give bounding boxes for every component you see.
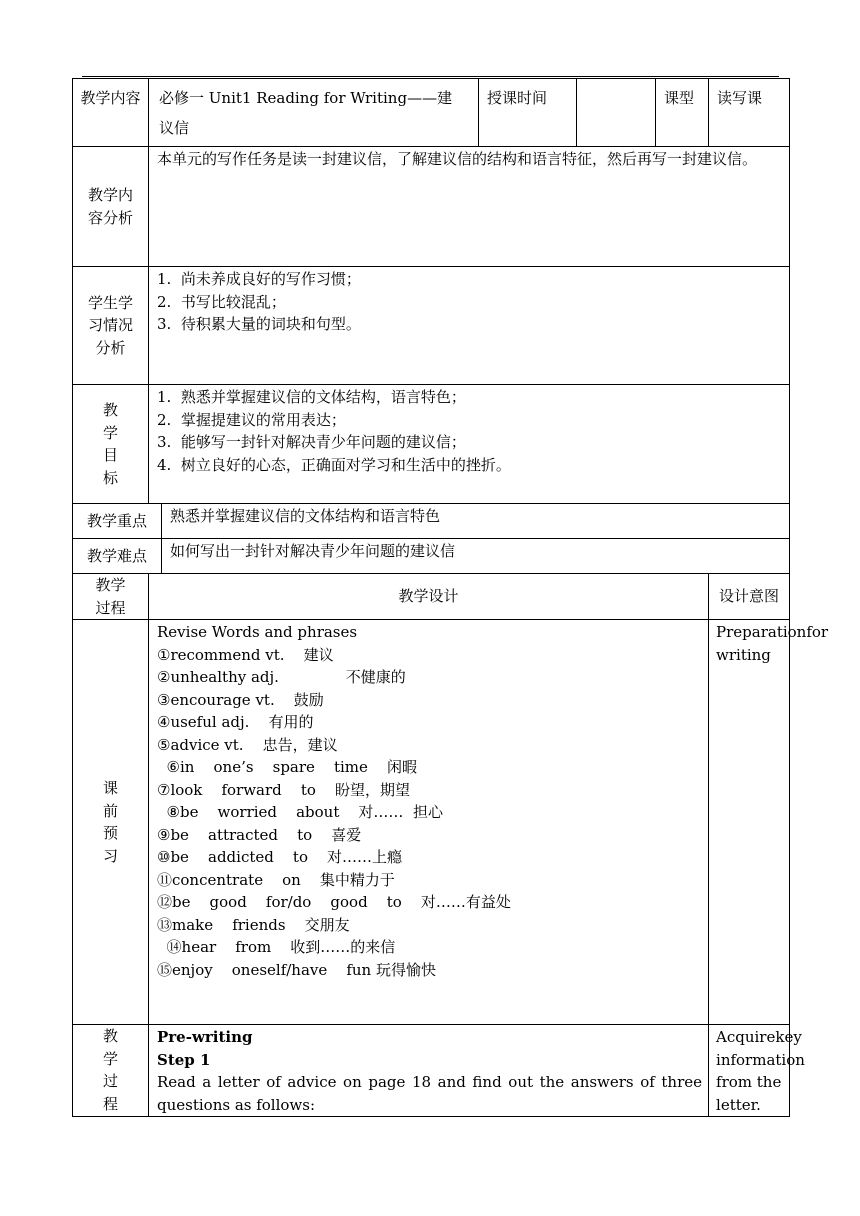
prewriting-label-char: 程 (102, 1094, 118, 1113)
preview-intent-cell (709, 620, 829, 1025)
student-analysis-label-line2: 习情况 (87, 316, 133, 335)
student-analysis-item: 2. 书写比较混乱； (157, 292, 286, 311)
difficulty-row (73, 539, 790, 574)
preview-item: ②unhealthy adj. 不健康的 (157, 668, 406, 686)
difficulty-text-cell (162, 539, 790, 574)
preview-item: ⑮enjoy oneself/have fun 玩得愉快 (157, 960, 436, 979)
objectives-label-cell (73, 385, 149, 504)
student-analysis-list-cell (149, 267, 790, 385)
prewriting-content-cell (149, 1025, 709, 1117)
objectives-label-char: 标 (102, 468, 118, 487)
process-label-line1: 教学 (95, 576, 126, 594)
design-header: 教学设计 (398, 587, 459, 606)
preview-label-cell (73, 620, 149, 1025)
preview-label-char: 习 (102, 846, 118, 865)
intent-header-cell (709, 574, 790, 620)
time-label: 授课时间 (487, 89, 548, 107)
prewriting-heading: Pre-writing (157, 1028, 253, 1046)
content-value-cell (149, 79, 479, 147)
type-value: 读写课 (717, 89, 763, 107)
difficulty-label-cell (73, 539, 162, 574)
lesson-plan-table (72, 78, 829, 1117)
preview-intent-line2: writing (716, 645, 771, 664)
prewriting-intent-cell (709, 1025, 805, 1117)
preview-title: Revise Words and phrases (157, 623, 358, 641)
preview-item: ⑤advice vt. 忠告，建议 (157, 735, 338, 754)
process-label-cell (73, 574, 149, 620)
preview-intent-word: Preparation (716, 623, 807, 641)
preview-item: ⑭hear from 收到……的来信 (157, 938, 396, 956)
student-analysis-item: 3. 待积累大量的词块和句型。 (157, 315, 361, 333)
difficulty-label: 教学难点 (86, 546, 147, 565)
preview-item: ③encourage vt. 鼓励 (157, 690, 324, 709)
preview-item: ⑪concentrate on 集中精力于 (157, 870, 395, 889)
preview-item: ⑩be addicted to 对……上瘾 (157, 848, 403, 866)
student-analysis-label-line1: 学生学 (87, 293, 133, 312)
type-label-cell (656, 79, 709, 147)
content-analysis-text-cell (149, 147, 790, 267)
time-value-cell (577, 79, 656, 147)
type-value-cell (709, 79, 790, 147)
header-row (73, 79, 790, 147)
preview-content-cell (149, 620, 709, 1025)
preview-item: ⑬make friends 交朋友 (157, 915, 350, 934)
content-value-line1: 必修一 Unit1 Reading for Writing——建 (159, 89, 453, 107)
objectives-list-cell (149, 385, 790, 504)
content-label: 教学内容 (80, 89, 141, 107)
preview-item: ⑦look forward to 盼望，期望 (157, 780, 410, 799)
time-label-cell (479, 79, 577, 147)
student-analysis-label-line3: 分析 (95, 338, 126, 357)
process-header-row (73, 574, 790, 620)
objective-item: 2. 掌握提建议的常用表达； (157, 410, 346, 429)
difficulty-text: 如何写出一封针对解决青少年问题的建议信 (170, 542, 456, 560)
preview-label-char: 预 (102, 824, 118, 842)
prewriting-label-char: 过 (102, 1072, 118, 1090)
design-header-cell (149, 574, 709, 620)
content-analysis-text: 本单元的写作任务是读一封建议信，了解建议信的结构和语言特征，然后再写一封建议信。 (157, 150, 758, 168)
content-analysis-label-line1: 教学内 (87, 186, 133, 204)
prewriting-label-cell (73, 1025, 149, 1117)
preview-intent-word: for (806, 623, 829, 641)
content-analysis-row (73, 147, 790, 267)
key-point-text-cell (162, 504, 790, 539)
prewriting-text: Read a letter of advice on page 18 and find out the answers of three questions as follows: (157, 1073, 703, 1114)
content-analysis-label-cell (73, 147, 149, 267)
prewriting-row (73, 1025, 790, 1117)
prewriting-intent-line3: from the letter. (716, 1073, 782, 1114)
student-analysis-row (73, 267, 790, 385)
type-label: 课型 (664, 89, 695, 107)
prewriting-intent-line2: information (716, 1050, 805, 1069)
content-value-line2: 议信 (159, 118, 190, 137)
preview-label-char: 前 (102, 801, 118, 820)
preview-item: ⑨be attracted to 喜爱 (157, 825, 362, 844)
objectives-label-char: 学 (102, 423, 118, 442)
content-label-cell (73, 79, 149, 147)
key-point-row (73, 504, 790, 539)
prewriting-step: Step 1 (157, 1050, 211, 1069)
student-analysis-label-cell (73, 267, 149, 385)
preview-item: ⑫be good for/do good to 对……有益处 (157, 893, 511, 911)
lesson-plan (72, 78, 829, 1117)
preview-item: ①recommend vt. 建议 (157, 645, 334, 664)
objectives-row (73, 385, 790, 504)
intent-header: 设计意图 (719, 587, 780, 606)
key-point-text: 熟悉并掌握建议信的文体结构和语言特色 (170, 507, 441, 525)
objective-item: 1. 熟悉并掌握建议信的文体结构，语言特色； (157, 388, 466, 406)
objective-item: 4. 树立良好的心态，正确面对学习和生活中的挫折。 (157, 455, 511, 474)
objectives-label-char: 目 (102, 446, 118, 464)
prewriting-label-char: 教 (102, 1027, 118, 1045)
process-label-line2: 过程 (95, 598, 126, 617)
objective-item: 3. 能够写一封针对解决青少年问题的建议信； (157, 433, 466, 451)
preview-label-char: 课 (102, 779, 118, 797)
prewriting-intent-word: Acquire (716, 1028, 776, 1046)
header-rule (82, 76, 779, 77)
prewriting-intent-word: key (775, 1028, 802, 1046)
content-analysis-label-line2: 容分析 (87, 208, 133, 227)
key-point-label-cell (73, 504, 162, 539)
student-analysis-item: 1. 尚未养成良好的写作习惯； (157, 270, 361, 288)
preview-item: ④useful adj. 有用的 (157, 713, 314, 731)
prewriting-label-char: 学 (102, 1049, 118, 1068)
preview-item: ⑧be worried about 对…… 担心 (157, 803, 443, 821)
preview-row (73, 620, 790, 1025)
key-point-label: 教学重点 (86, 511, 147, 530)
objectives-label-char: 教 (102, 401, 118, 419)
preview-item: ⑥in one’s spare time 闲暇 (157, 758, 417, 776)
